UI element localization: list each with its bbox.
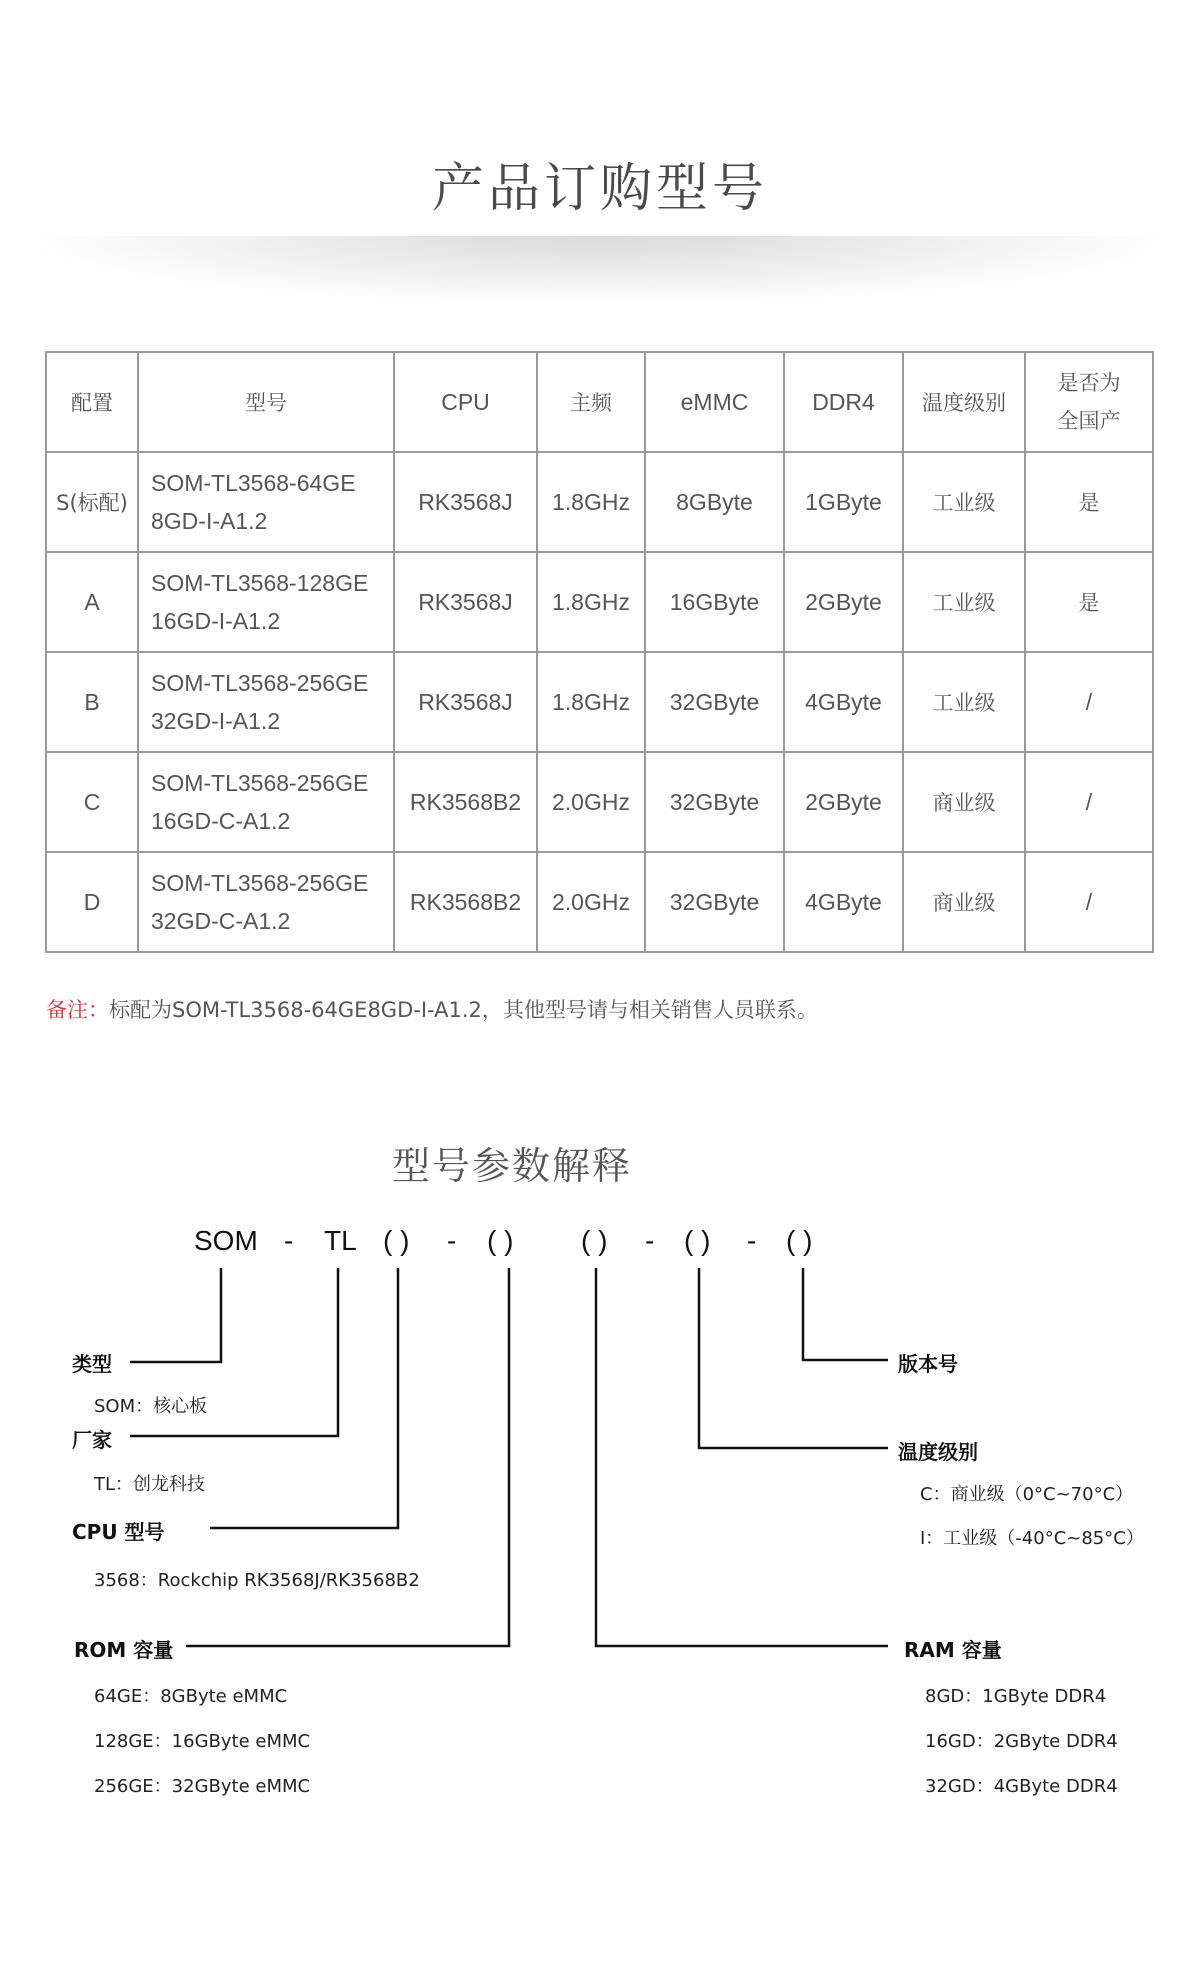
code-dash: -: [447, 1225, 457, 1256]
cell-emmc: 32GByte: [645, 652, 784, 752]
connector-version: [803, 1268, 888, 1360]
cell-cpu: RK3568B2: [394, 852, 537, 952]
cell-ddr: 1GByte: [784, 452, 903, 552]
ram-item: 32GD：4GByte DDR4: [925, 1776, 1118, 1797]
cell-cpu: RK3568J: [394, 452, 537, 552]
temp-item: C：商业级（0°C~70°C）: [920, 1484, 1134, 1505]
header-freq: 主频: [537, 352, 645, 452]
header-temp: 温度级别: [903, 352, 1025, 452]
code-paren-cpu: ( ): [383, 1225, 410, 1256]
code-paren-rom: ( ): [487, 1225, 514, 1256]
rom-item: 64GE：8GByte eMMC: [94, 1686, 288, 1707]
label-cpu: CPU 型号: [72, 1520, 165, 1544]
desc-type: SOM：核心板: [94, 1396, 208, 1417]
connector-ram: [596, 1268, 888, 1646]
cell-config: B: [46, 652, 138, 752]
label-type: 类型: [72, 1352, 112, 1376]
note-label: 备注：: [46, 998, 109, 1022]
cell-ddr: 4GByte: [784, 852, 903, 952]
ram-item: 8GD：1GByte DDR4: [925, 1686, 1107, 1707]
label-rom: ROM 容量: [74, 1638, 174, 1662]
code-dash: -: [645, 1225, 655, 1256]
code-dash: -: [284, 1225, 294, 1256]
model-line2: 16GD-C-A1.2: [151, 808, 291, 834]
code-paren-version: ( ): [786, 1225, 813, 1256]
header-model: 型号: [138, 352, 394, 452]
header-domestic-line2: 全国产: [1057, 409, 1121, 433]
cell-config: S(标配): [46, 452, 138, 552]
label-maker: 厂家: [72, 1428, 112, 1452]
cell-freq: 2.0GHz: [537, 852, 645, 952]
code-tl: TL: [324, 1225, 357, 1256]
cell-ddr: 2GByte: [784, 552, 903, 652]
cell-temp: 商业级: [903, 852, 1025, 952]
header-ddr: DDR4: [784, 352, 903, 452]
cell-emmc: 16GByte: [645, 552, 784, 652]
code-paren-ram: ( ): [581, 1225, 608, 1256]
label-temp: 温度级别: [898, 1440, 978, 1464]
cell-domestic: /: [1025, 852, 1153, 952]
cell-config: D: [46, 852, 138, 952]
model-line2: 32GD-I-A1.2: [151, 708, 281, 734]
code-dash: -: [747, 1225, 757, 1256]
cell-config: C: [46, 752, 138, 852]
header-emmc: eMMC: [645, 352, 784, 452]
connector-cpu: [210, 1268, 398, 1528]
cell-config: A: [46, 552, 138, 652]
desc-maker: TL：创龙科技: [94, 1474, 206, 1495]
model-line2: 32GD-C-A1.2: [151, 908, 291, 934]
cell-emmc: 8GByte: [645, 452, 784, 552]
cell-domestic: 是: [1025, 552, 1153, 652]
cell-ddr: 4GByte: [784, 652, 903, 752]
cell-domestic: /: [1025, 652, 1153, 752]
ram-item: 16GD：2GByte DDR4: [925, 1731, 1118, 1752]
code-paren-temp: ( ): [684, 1225, 711, 1256]
header-config: 配置: [46, 352, 138, 452]
cell-domestic: 是: [1025, 452, 1153, 552]
model-line1: SOM-TL3568-64GE: [151, 470, 356, 496]
cell-freq: 1.8GHz: [537, 652, 645, 752]
model-line1: SOM-TL3568-128GE: [151, 570, 369, 596]
cell-cpu: RK3568J: [394, 652, 537, 752]
connector-temp: [699, 1268, 888, 1448]
temp-item: I：工业级（-40°C~85°C）: [920, 1528, 1144, 1549]
cell-freq: 1.8GHz: [537, 452, 645, 552]
cell-temp: 工业级: [903, 452, 1025, 552]
cell-temp: 工业级: [903, 552, 1025, 652]
cell-cpu: RK3568B2: [394, 752, 537, 852]
diagram-title: 型号参数解释: [391, 1144, 632, 1188]
desc-cpu: 3568：Rockchip RK3568J/RK3568B2: [94, 1570, 420, 1591]
model-line1: SOM-TL3568-256GE: [151, 770, 369, 796]
cell-temp: 工业级: [903, 652, 1025, 752]
cell-domestic: /: [1025, 752, 1153, 852]
cell-emmc: 32GByte: [645, 852, 784, 952]
note-text: 标配为SOM-TL3568-64GE8GD-I-A1.2，其他型号请与相关销售人员联系。: [109, 998, 818, 1022]
code-som: SOM: [194, 1225, 258, 1256]
rom-item: 256GE：32GByte eMMC: [94, 1776, 311, 1797]
cell-temp: 商业级: [903, 752, 1025, 852]
label-ram: RAM 容量: [904, 1638, 1002, 1662]
connector-type: [130, 1268, 221, 1362]
page-title: 产品订购型号: [431, 159, 768, 219]
model-line1: SOM-TL3568-256GE: [151, 670, 369, 696]
header-cpu: CPU: [394, 352, 537, 452]
rom-item: 128GE：16GByte eMMC: [94, 1731, 311, 1752]
cell-freq: 2.0GHz: [537, 752, 645, 852]
cell-freq: 1.8GHz: [537, 552, 645, 652]
cell-emmc: 32GByte: [645, 752, 784, 852]
label-version: 版本号: [898, 1352, 958, 1376]
model-line2: 16GD-I-A1.2: [151, 608, 281, 634]
model-line1: SOM-TL3568-256GE: [151, 870, 369, 896]
cell-cpu: RK3568J: [394, 552, 537, 652]
cell-ddr: 2GByte: [784, 752, 903, 852]
header-domestic-line1: 是否为: [1057, 371, 1121, 395]
model-line2: 8GD-I-A1.2: [151, 508, 268, 534]
